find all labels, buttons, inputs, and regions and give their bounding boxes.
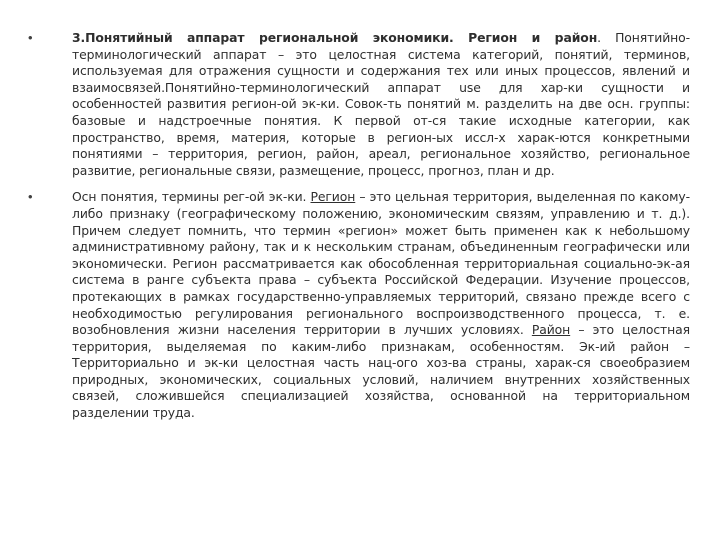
bullet-icon: • [28, 30, 33, 45]
district-definition: – это целостная территория, выделяемая по каким-либо признакам, особенностям. Эк-ий район – Территориально и эк-ки целостная часть нац-ого хоз-ва страны, харак-ся своеобразием природных, экономических, социальных условий, наличием внутренних хозяйственных связей, сложившейся специализацией хозяйства, основанной на территориальном разделении труда. [72, 322, 690, 421]
bullet-list [28, 30, 690, 432]
region-definition: – это цельная территория, выделенная по какому-либо признаку (географическому положению, экономическим связям, управлению и т. д.). Причем следует помнить, что термин «регион» может быть применен как к небольшому административному району, так и к нескольким странам, объединенным географически или экономически. Регион рассматривается как обособленная территориальная социально-эк-ая система в ранге субъекта права – субъекта Российской Федерации. Изучение процессов, протекающих в рамках государственно-управляемых территорий, связано прежде всего с необходимостью регулирования регионального воспроизводственного процесса, т. е. возобновления жизни населения территории в лучших условиях. [72, 189, 690, 338]
term-district: Район [531, 322, 571, 338]
section-heading: 3.Понятийный аппарат региональной экономики. Регион и район [72, 30, 598, 45]
bullet-item-terms [28, 189, 690, 421]
paragraph-concepts [72, 30, 690, 179]
paragraph-terms [72, 189, 690, 421]
paragraph-text: . Понятийно-терминологический аппарат – это целостная система категорий, понятий, терминов, используемая для отражения сущности и содержания тех или иных процессов, явлений и взаимосвязей.Понятийно-терминологический аппарат use для хар-ки сущности и особенностей развития регион-ой эк-ки. Совок-ть понятий м. разделить на две осн. группы: базовые и надстроечные понятия. К первой от-ся такие исходные категории, как пространство, время, материя, которые в регион-ых иссл-х харак-ются конкретными понятиями – территория, регион, район, ареал, региональное хозяйство, региональное развитие, региональные связи, размещение, процесс, прогноз, план и др. [72, 30, 691, 178]
bullet-icon: • [28, 189, 33, 205]
bullet-item-concepts [28, 30, 690, 179]
paragraph-lead: Осн понятия, термины рег-ой эк-ки. [72, 189, 311, 205]
term-region: Регион [310, 189, 356, 205]
